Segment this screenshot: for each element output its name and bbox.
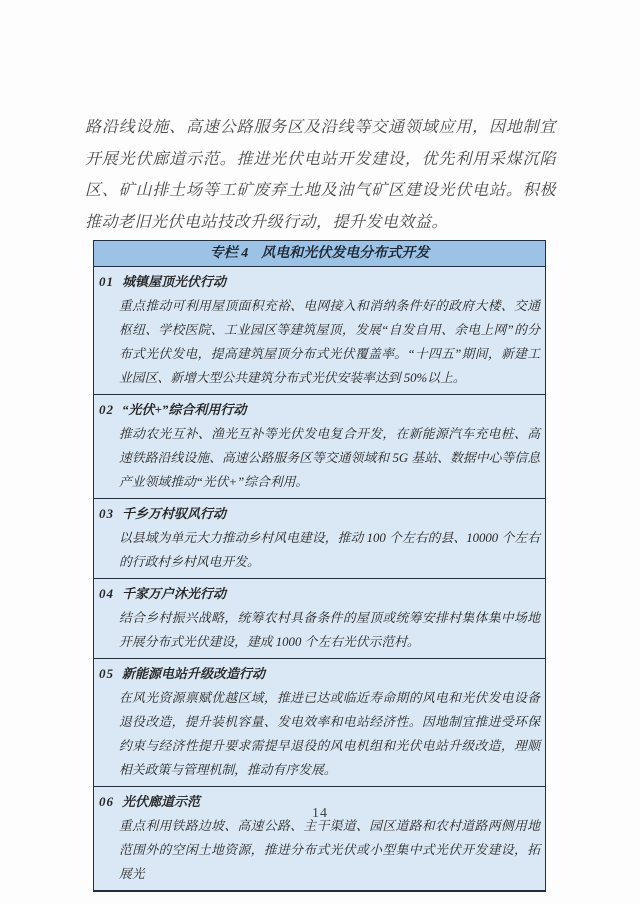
box-item-body: 推动农光互补、渔光互补等光伏发电复合开发，在新能源汽车充电桩、高速铁路沿线设施、高速公路服务区等交通领域和 5G 基站、数据中心等信息产业领域推动“光伏+”综合利用。: [119, 427, 540, 489]
feature-box-header: [94, 241, 545, 267]
box-item-05: [94, 659, 545, 787]
body-paragraph: 路沿线设施、高速公路服务区及沿线等交通领域应用，因地制宜开展光伏廊道示范。推进光伏电站开发建设，优先利用采煤沉陷区、矿山排土场等工矿废弃土地及油气矿区建设光伏电站。积极推动老旧光伏电站技改升级行动，提升发电效益。: [85, 119, 556, 231]
box-item-title: [94, 398, 545, 422]
box-item-body: 重点推动可利用屋顶面积充裕、电网接入和消纳条件好的政府大楼、交通枢纽、学校医院、工业园区等建筑屋顶，发展“自发自用、余电上网”的分布式光伏发电，提高建筑屋顶分布式光伏覆盖率。“十四五”期间，新建工业园区、新增大型公共建筑分布式光伏安装率达到 50%以上。: [119, 299, 540, 385]
item-number: 01: [99, 274, 114, 289]
item-title-text: 光伏廊道示范: [122, 794, 201, 809]
box-item-title: [94, 502, 545, 526]
box-item-02: [94, 395, 545, 499]
feature-box-title: 风电和光伏发电分布式开发: [261, 246, 430, 261]
item-title-text: 千家万户沐光行动: [122, 586, 227, 601]
item-number: 06: [99, 794, 114, 809]
item-title-text: 新能源电站升级改造行动: [122, 666, 266, 681]
feature-box-label: 专栏 4: [209, 246, 249, 261]
item-number: 04: [99, 586, 114, 601]
page-number: 14: [312, 806, 328, 821]
item-title-text: “光伏+”综合利用行动: [122, 402, 247, 417]
box-item-04: [94, 579, 545, 659]
item-title-text: 千乡万村驭风行动: [122, 506, 227, 521]
box-item-body: 重点利用铁路边坡、高速公路、主干渠道、园区道路和农村道路两侧用地范围外的空闲土地资源，推进分布式光伏或小型集中式光伏开发建设，拓展光: [119, 819, 540, 881]
box-item-01: [94, 267, 545, 395]
box-item-title: [94, 270, 545, 294]
box-item-body: 在风光资源禀赋优越区域，推进已达或临近寿命期的风电和光伏发电设备退役改造，提升装机容量、发电效率和电站经济性。因地制宜推进受环保约束与经济性提升要求需提早退役的风电机组和光伏电站升级改造，理顺相关政策与管理机制，推动有序发展。: [119, 691, 540, 777]
feature-box: [93, 240, 546, 892]
box-item-06: [94, 787, 545, 890]
item-number: 03: [99, 506, 114, 521]
box-item-title: [94, 662, 545, 686]
item-title-text: 城镇屋顶光伏行动: [122, 274, 227, 289]
box-item-body: 结合乡村振兴战略，统筹农村具备条件的屋顶或统筹安排村集体集中场地开展分布式光伏建设，建成 1000 个左右光伏示范村。: [119, 611, 540, 649]
item-number: 02: [99, 402, 114, 417]
box-item-title: [94, 582, 545, 606]
box-item-03: [94, 499, 545, 579]
box-item-body: 以县域为单元大力推动乡村风电建设，推动 100 个左右的县、10000 个左右的行政村乡村风电开发。: [119, 531, 540, 569]
item-number: 05: [99, 666, 114, 681]
